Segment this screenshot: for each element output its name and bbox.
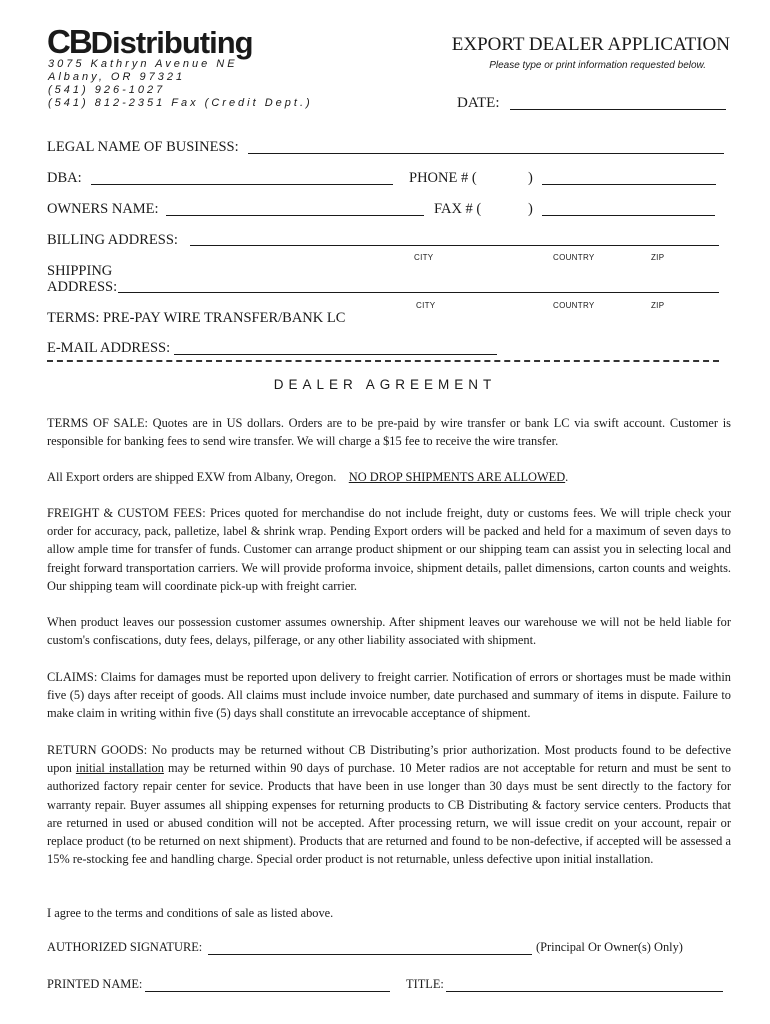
owners-name-label: OWNERS NAME: [47,201,159,217]
exw-paragraph [47,468,731,486]
return-text-1: RETURN GOODS: No products may be returned without CB Distributing’s prior authorization. Most products found to be defective upon [47,743,731,776]
exw-period: . [565,470,569,484]
return-text-2: may be returned within 90 days of purchase. 10 Meter radios are not acceptable for return and must be sent to authorized factory repair center for sevice. Products that have been in use longer than 30 days must be sent directly to the factory for warranty repair. Buyer assumes all shipping expenses for returning products to CB Distributing & factory service centers. Products that are returned in used or abused condition will not be accepted. After processing return, we will issue credit on your account, repair or replace product (to be returned on next shipment). Products that are returned and found to be non-defective, if accepted will be assessed a 15% re-stocking fee and handling charge. Special order product is not returnable, unless defective upon initial installation. [47,761,731,867]
ownership-text: When product leaves our possession customer assumes ownership. After shipment leaves our warehouse we will not be held liable for custom's confiscations, duty fees, delays, pilferage, or any other liability associated with shipment. [47,615,731,648]
shipping-zip-caption: ZIP [651,301,665,310]
ownership-paragraph [47,613,731,649]
payment-terms: TERMS: PRE-PAY WIRE TRANSFER/BANK LC [47,310,346,326]
fax-line: (541) 812-2351 Fax (Credit Dept.) [48,97,313,109]
signature-note: (Principal Or Owner(s) Only) [536,940,683,954]
authorized-signature-field[interactable] [208,954,532,955]
shipping-label: SHIPPING [47,263,113,279]
shipping-address-field[interactable] [118,292,719,293]
section-divider [47,360,719,362]
owners-name-field[interactable] [166,215,424,216]
claims-paragraph [47,668,731,723]
date-field[interactable] [510,109,726,110]
billing-country-caption: COUNTRY [553,253,595,262]
logo-wordmark: Distributing [90,25,253,60]
company-logo [47,22,253,63]
phone-field[interactable] [542,184,716,185]
address-line-2: Albany, OR 97321 [48,71,186,83]
agree-text: I agree to the terms and conditions of sale as listed above. [47,906,334,920]
fax-paren: ) [528,201,533,217]
printed-name-label: PRINTED NAME: [47,977,143,991]
initial-installation: initial installation [75,761,164,776]
email-field[interactable] [174,354,497,355]
phone-label: PHONE # ( [409,170,477,186]
dba-field[interactable] [91,184,393,185]
title-field[interactable] [446,991,723,992]
terms-of-sale-text: TERMS OF SALE: Quotes are in US dollars. Orders are to be pre-paid by wire transfer or bank LC via swift account. Customer is responsible for banking fees to send wire transfer. We will charge a $15 fee to receive the wire transfer. [47,416,731,449]
billing-address-field[interactable] [190,245,719,246]
authorized-signature-label: AUTHORIZED SIGNATURE: [47,940,203,954]
billing-city-caption: CITY [414,253,434,262]
freight-text: FREIGHT & CUSTOM FEES: Prices quoted for merchandise do not include freight, duty or customs fees. We will triple check your order for accuracy, pack, palletize, label & shrink wrap. Pending Export orders will be packed and held for a maximum of seven days to allow ample time for transfer of funds. Customer can arrange product shipment or our shipping team can assist you in selecting local and freight forward transportation carriers. We will provide proforma invoice, shipment details, pallet dimensions, carton counts and weights. Our shipping team will coordinate pick-up with freight carrier. [47,506,731,593]
printed-name-field[interactable] [145,991,390,992]
shipping-city-caption: CITY [416,301,436,310]
phone-paren: ) [528,170,533,186]
shipping-address-label: ADDRESS: [47,279,118,295]
logo-cb: CB [47,23,91,60]
no-drop-shipments: NO DROP SHIPMENTS ARE ALLOWED [348,470,566,484]
phone-line: (541) 926-1027 [48,84,166,96]
claims-text: CLAIMS: Claims for damages must be reported upon delivery to freight carrier. Notification of errors or shortages must be made within five (5) days after receipt of goods. All claims must include invoice number, date purchased and summary of items in dispute. Failure to make claim in writing within five (5) days shall constitute an irrevocable acceptance of shipment. [47,670,731,721]
fax-label: FAX # ( [434,201,482,217]
return-goods-paragraph [47,741,731,868]
form-title: EXPORT DEALER APPLICATION [451,34,730,55]
dealer-agreement-heading: DEALER AGREEMENT [273,377,497,392]
agree-paragraph [47,904,731,922]
address-line-1: 3075 Kathryn Avenue NE [48,58,238,70]
title-label: TITLE: [406,977,444,991]
shipping-country-caption: COUNTRY [553,301,595,310]
exw-line [47,468,731,486]
legal-name-label: LEGAL NAME OF BUSINESS: [47,139,239,155]
freight-paragraph [47,504,731,595]
dba-label: DBA: [47,170,82,186]
billing-address-label: BILLING ADDRESS: [47,232,178,248]
exw-text: All Export orders are shipped EXW from Albany, Oregon. [47,470,337,484]
fax-field[interactable] [542,215,715,216]
legal-name-field[interactable] [248,153,724,154]
form-subtitle: Please type or print information requested below. [489,60,706,71]
email-label: E-MAIL ADDRESS: [47,340,171,356]
date-label: DATE: [457,95,500,111]
billing-zip-caption: ZIP [651,253,665,262]
terms-of-sale-paragraph [47,414,731,450]
return-goods-text [47,741,731,868]
